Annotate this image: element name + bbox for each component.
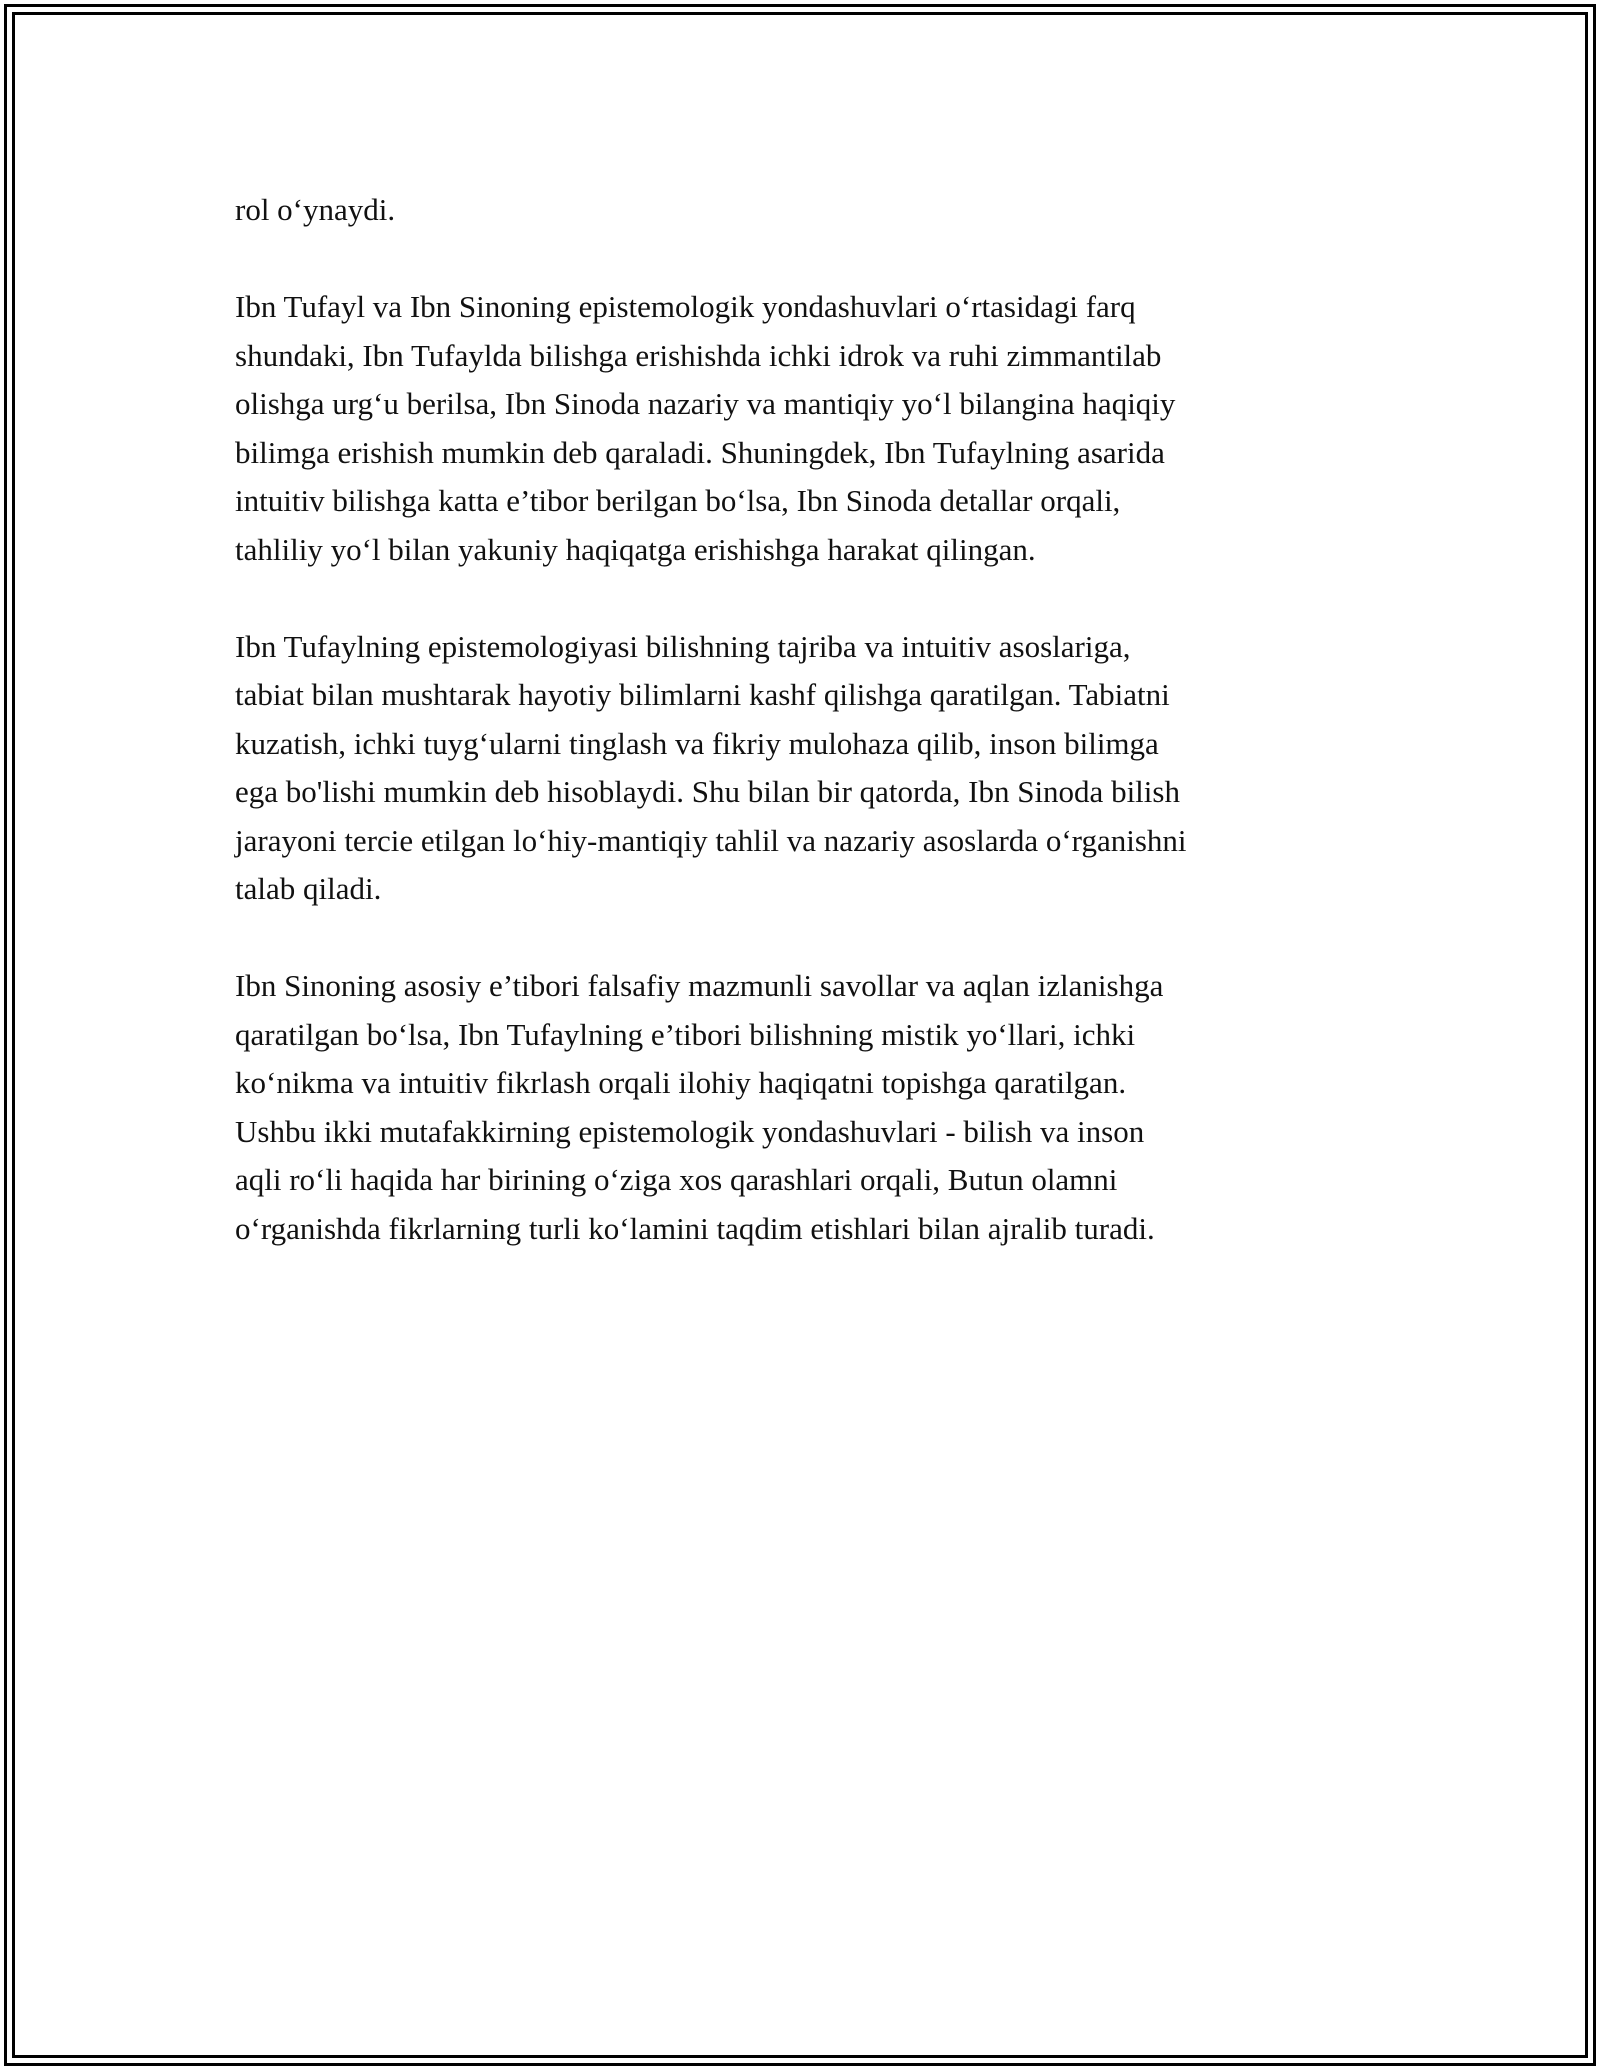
text-line: ko‘nikma va intuitiv fikrlash orqali ilohiy haqiqatni topishga qaratilgan.: [235, 1065, 1127, 1100]
text-line: o‘rganishda fikrlarning turli ko‘lamini taqdim etishlari bilan ajralib turadi.: [235, 1210, 1155, 1246]
text-line: shundaki, Ibn Tufaylda bilishga erishishda ichki idrok va ruhi zimmantilab: [235, 337, 1162, 373]
text-line: tabiat bilan mushtarak hayotiy bilimlarni kashf qilishga qaratilgan. Tabiatni: [235, 677, 1170, 712]
text-line: Ibn Tufaylning epistemologiyasi bilishning tajriba va intuitiv asoslariga,: [235, 628, 1131, 664]
paragraph: [235, 186, 1365, 235]
paragraph: [235, 283, 1365, 574]
text-line: aqli ro‘li haqida har birining o‘ziga xos qarashlari orqali, Butun olamni: [235, 1162, 1118, 1197]
paragraph: [235, 623, 1365, 914]
text-line: ega bo'lishi mumkin deb hisoblaydi. Shu bilan bir qatorda, Ibn Sinoda bilish: [235, 774, 1180, 809]
paragraph: [235, 962, 1365, 1253]
text-line: tahliliy yo‘l bilan yakuniy haqiqatga erishishga harakat qilingan.: [235, 531, 1036, 567]
text-line: rol o‘ynaydi.: [235, 192, 396, 227]
text-line: qaratilgan bo‘lsa, Ibn Tufaylning e’tibori bilishning mistik yo‘llari, ichki: [235, 1016, 1136, 1052]
document-body: [235, 186, 1365, 1302]
text-line: kuzatish, ichki tuyg‘ularni tinglash va fikriy mulohaza qilib, inson bilimga: [235, 725, 1159, 761]
text-line: Ibn Sinoning asosiy e’tibori falsafiy mazmunli savollar va aqlan izlanishga: [235, 968, 1164, 1003]
text-line: jarayoni tercie etilgan lo‘hiy-mantiqiy tahlil va nazariy asoslarda o‘rganishni: [235, 822, 1187, 858]
text-line: talab qiladi.: [235, 871, 382, 906]
text-line: Ibn Tufayl va Ibn Sinoning epistemologik yondashuvlari o‘rtasidagi farq: [235, 289, 1136, 324]
text-line: bilimga erishish mumkin deb qaraladi. Shuningdek, Ibn Tufaylning asarida: [235, 434, 1165, 470]
text-line: Ushbu ikki mutafakkirning epistemologik yondashuvlari - bilish va inson: [235, 1113, 1145, 1149]
text-line: olishga urg‘u berilsa, Ibn Sinoda nazariy va mantiqiy yo‘l bilangina haqiqiy: [235, 386, 1176, 421]
text-line: intuitiv bilishga katta e’tibor berilgan bo‘lsa, Ibn Sinoda detallar orqali,: [235, 483, 1121, 518]
